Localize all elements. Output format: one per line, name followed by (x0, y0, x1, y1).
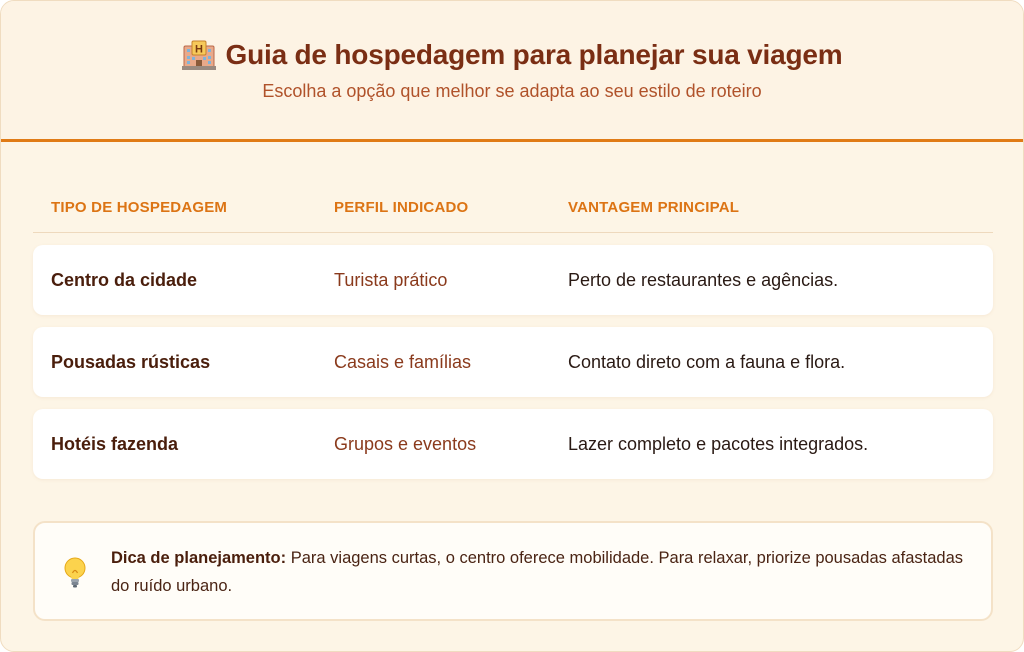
hotel-icon (182, 40, 216, 70)
cell-advantage: Lazer completo e pacotes integrados. (568, 434, 869, 454)
table-row (33, 327, 993, 397)
column-header-profile: PERFIL INDICADO (334, 199, 469, 216)
page-subtitle: Escolha a opção que melhor se adapta ao seu estilo de roteiro (262, 81, 762, 101)
cell-advantage: Contato direto com a fauna e flora. (568, 352, 846, 372)
cell-type: Hotéis fazenda (51, 434, 179, 454)
cell-advantage: Perto de restaurantes e agências. (568, 270, 839, 290)
header-divider (33, 232, 993, 233)
column-header-type: TIPO DE HOSPEDAGEM (51, 199, 228, 216)
page-title: Guia de hospedagem para planejar sua viagem (225, 39, 843, 70)
cell-profile: Casais e famílias (334, 352, 472, 372)
cell-type: Pousadas rústicas (51, 352, 211, 372)
planning-tip (33, 521, 993, 621)
title-row (1, 39, 1023, 71)
svg-text:H: H (194, 43, 203, 56)
column-header-advantage: VANTAGEM PRINCIPAL (568, 199, 740, 216)
cell-profile: Turista prático (334, 270, 448, 290)
header (1, 1, 1023, 142)
cell-profile: Grupos e eventos (334, 434, 477, 454)
table-row (33, 245, 993, 315)
cell-type: Centro da cidade (51, 270, 198, 290)
tip-label: Dica de planejamento: (111, 549, 287, 567)
tip-text (111, 544, 971, 600)
tip-body: Para viagens curtas, o centro oferece mobilidade. Para relaxar, priorize pousadas afastadas do ruído urbano. (111, 549, 964, 595)
light-bulb-icon (63, 557, 87, 589)
table-row (33, 409, 993, 479)
